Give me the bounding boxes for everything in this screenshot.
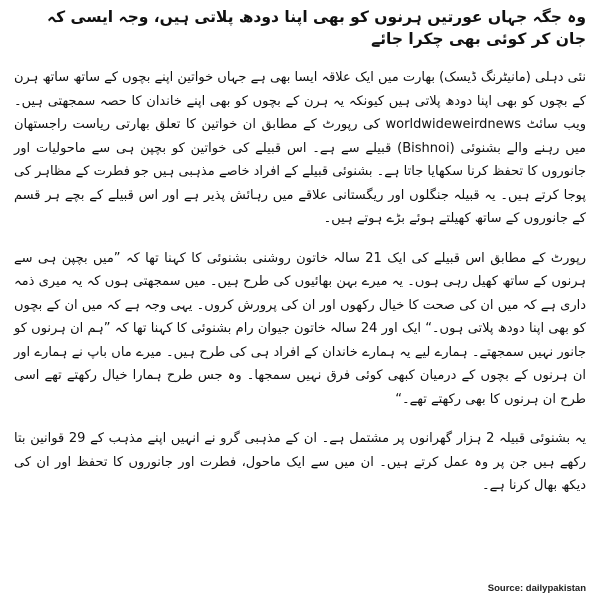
source-credit: Source: dailypakistan <box>487 583 586 594</box>
article-title: وہ جگہ جہاں عورتیں ہرنوں کو بھی اپنا دودھ پلاتی ہیں، وجہ ایسی کہ جان کر کوئی بھی چکرا جائے <box>47 8 586 48</box>
spacer <box>14 231 586 247</box>
article-paragraph-3: یہ بشنوئی قبیلہ 2 ہزار گھرانوں پر مشتمل ہے۔ ان کے مذہبی گرو نے انہیں اپنے مذہب کے 29 قوانین بتا رکھے ہیں جن پر وہ عمل کرتے ہیں۔ ان میں سے ایک ماحول، فطرت اور جانوروں کا تحفظ اور ان کی دیکھ بھال کرنا ہے۔ <box>14 431 587 493</box>
article-paragraph-2: رپورٹ کے مطابق اس قبیلے کی ایک 21 سالہ خاتون روشنی بشنوئی کا کہنا تھا کہ ”میں بچپن ہی سے ہرنوں کے ساتھ کھیل رہی ہوں۔ یہ میرے بہن بھائیوں کی طرح ہیں۔ میں سمجھتی ہوں کہ یہ میری ذمہ داری ہے کہ میں ان کی صحت کا خیال رکھوں اور ان کی پرورش کروں۔ یہی وجہ ہے کہ میں ان کے بچوں کو بھی اپنا دودھ پلاتی ہوں۔“ ایک اور 24 سالہ خاتون جیوان رام بشنوئی کا کہنا تھا کہ ”ہم ان ہرنوں کو جانور نہیں سمجھتے۔ ہمارے لیے یہ ہمارے خاندان کے افراد ہی کی طرح ہیں۔ میرے ماں باپ نے ہمارے اور ان ہرنوں کے بچوں کے درمیان کبھی کوئی فرق نہیں سمجھا۔ وہ جس طرح ہمارا خیال رکھتے تھے اسی طرح ان ہرنوں کا بھی رکھتے تھے۔“ <box>14 250 587 407</box>
spacer <box>14 50 586 66</box>
article-paragraph-1: نئی دہلی (مانیٹرنگ ڈیسک) بھارت میں ایک علاقہ ایسا بھی ہے جہاں خواتین اپنے بچوں کے ساتھ ساتھ ہرن کے بچوں کو بھی اپنا دودھ پلاتی ہیں کیونکہ یہ ہرن کے بچوں کو بھی اپنے خاندان کا حصہ سمجھتی ہیں۔ ویب سائٹ worldwideweirdnews کی رپورٹ کے مطابق ان خواتین کا تعلق بھارتی ریاست راجستھان میں رہنے والے بشنوئی (Bishnoi) قبیلے سے ہے۔ اس قبیلے کی خواتین کو بچپن ہی سے ماحولیات اور جانوروں کا تحفظ کرنا سکھایا جاتا ہے۔ بشنوئی قبیلے کے افراد خاصے مذہبی ہیں جو فطرت کے مظاہر کی پوجا کرتے ہیں۔ یہ قبیلہ جنگلوں اور ریگستانی علاقے میں رہائش پذیر ہے اور اس قبیلے کے بچے ہر قسم کے جانوروں کے ساتھ کھیلتے ہوئے بڑے ہوتے ہیں۔ <box>14 70 587 226</box>
spacer <box>14 411 586 427</box>
